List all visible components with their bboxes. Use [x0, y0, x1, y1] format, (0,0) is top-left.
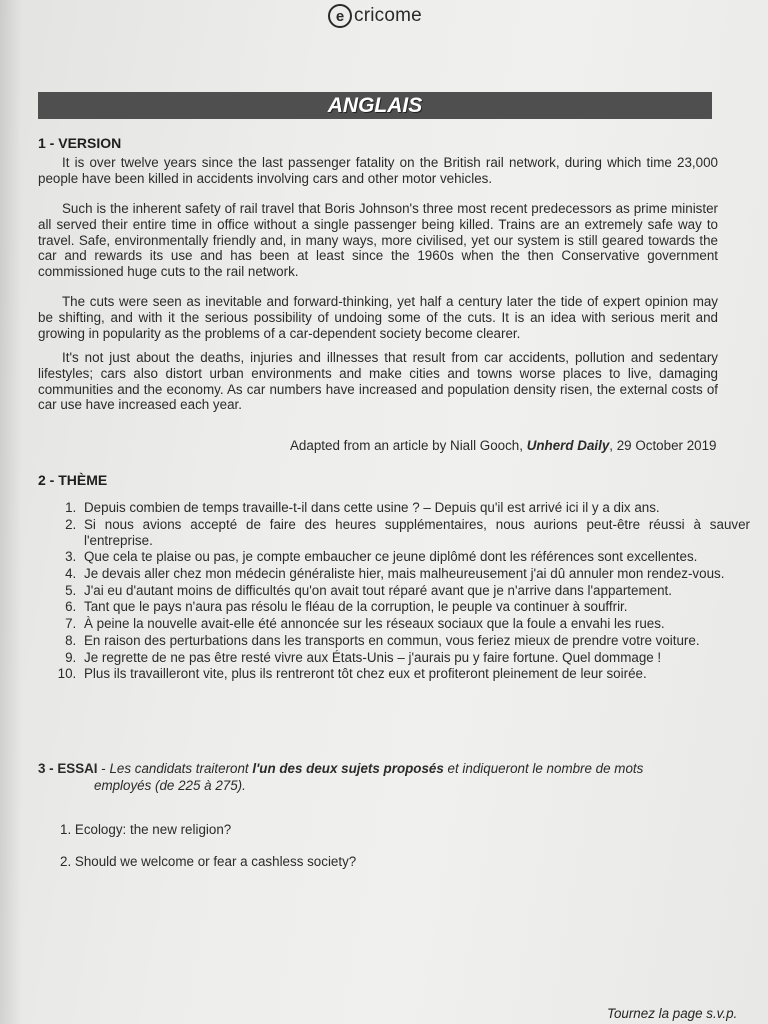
ecricome-logo-mark: e: [328, 4, 352, 28]
subject-banner: [38, 92, 712, 119]
banner-title: ANGLAIS: [327, 93, 423, 117]
source-prefix: Adapted from an article by Niall Gooch,: [290, 438, 523, 453]
page-shadow: [0, 0, 22, 1024]
theme-item: 1. Depuis combien de temps travaille-t-il dans cette usine ? – Depuis qu'il est arrivé ici il y a dix ans.: [80, 500, 750, 516]
theme-item: 5. J'ai eu d'autant moins de difficultés qu'on avait tout réparé avant que je n'arrive dans l'appartement.: [80, 583, 750, 599]
essai-heading: 3 - ESSAI: [38, 761, 98, 776]
ecricome-logo: [328, 2, 422, 30]
theme-item: 3. Que cela te plaise ou pas, je compte embaucher ce jeune diplômé dont les références sont excellentes.: [80, 549, 750, 565]
theme-list: [54, 500, 750, 683]
essai-intro-continuation: employés (de 225 à 275).: [94, 778, 246, 793]
essai-intro-end: et indiqueront le nombre de mots: [443, 761, 644, 776]
essai-dash: -: [97, 761, 110, 776]
essai-section: [38, 760, 728, 794]
theme-item: 7. À peine la nouvelle avait-elle été annoncée sur les réseaux sociaux que la foule a envahi les rues.: [80, 616, 750, 632]
theme-item: 9. Je regrette de ne pas être resté vivre aux États-Unis – j'aurais pu y faire fortune. Quel dommage !: [80, 650, 750, 666]
theme-heading: 2 - THÈME: [38, 472, 108, 488]
version-paragraph: It is over twelve years since the last passenger fatality on the British rail network, during which time 23,000 people have been killed in accidents involving cars and other motor vehicles.: [38, 155, 718, 186]
essay-subject: 1. Ecology: the new religion?: [60, 822, 232, 837]
source-date: , 29 October 2019: [609, 438, 717, 453]
theme-item: 4. Je devais aller chez mon médecin généraliste hier, mais malheureusement j'ai dû annuler mon rendez-vous.: [80, 566, 750, 582]
essai-intro-bold: l'un des deux sujets proposés: [252, 761, 444, 776]
version-paragraph: The cuts were seen as inevitable and forward-thinking, yet half a century later the tide of expert opinion may be shifting, and with it the serious possibility of undoing some of the cuts. It is an idea with serious merit and growing in popularity as the problems of a car-dependent society become clearer.: [38, 294, 718, 341]
theme-item: 10. Plus ils travailleront vite, plus ils rentreront tôt chez eux et profiteront pleinement de leur soirée.: [80, 666, 750, 682]
version-heading: 1 - VERSION: [38, 135, 122, 151]
theme-item: 2. Si nous avions accepté de faire des heures supplémentaires, nous aurions peut-être réussi à sauver l'entreprise.: [80, 517, 750, 549]
turn-page-note: Tournez la page s.v.p.: [607, 1006, 738, 1021]
version-paragraph: It's not just about the deaths, injuries and illnesses that result from car accidents, pollution and sedentary lifestyles; cars also distort urban environments and make cities and towns worse places to live, damaging communities and the economy. As car numbers have increased and population density risen, the external costs of car use have increased each year.: [38, 350, 718, 413]
version-paragraph: Such is the inherent safety of rail travel that Boris Johnson's three most recent predecessors as prime minister all served their entire time in office without a single passenger being killed. Trains are an extremely safe way to travel. Safe, environmentally friendly and, in many ways, more civilised, yet our system is still geared towards the car and rewards its use and has been at least since the 1960s when the then Conservative government commissioned huge cuts to the rail network.: [38, 201, 718, 280]
essay-subject: 2. Should we welcome or fear a cashless society?: [60, 854, 357, 869]
ecricome-logo-text: cricome: [354, 5, 422, 26]
article-source: [290, 438, 720, 453]
essai-intro-start: Les candidats traiteront: [109, 761, 253, 776]
theme-item: 6. Tant que le pays n'aura pas résolu le fléau de la corruption, le peuple va continuer à souffrir.: [80, 599, 750, 615]
theme-item: 8. En raison des perturbations dans les transports en commun, vous feriez mieux de prendre votre voiture.: [80, 633, 750, 649]
source-publication: Unherd Daily: [526, 438, 610, 453]
